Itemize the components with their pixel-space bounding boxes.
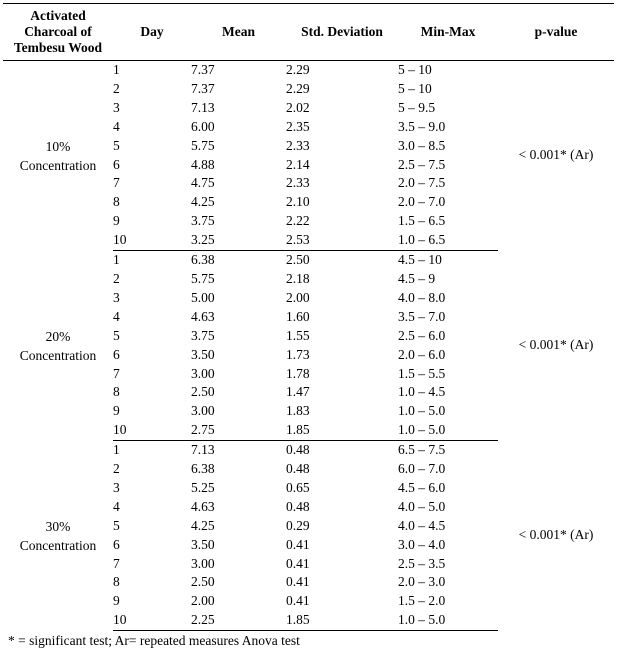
std-deviation-cell: 0.41	[286, 536, 310, 552]
day-cell: 3	[113, 99, 120, 115]
p-value-cell: < 0.001* (Ar)	[518, 337, 594, 353]
day-cell: 8	[113, 194, 120, 210]
std-deviation-cell: 0.48	[286, 461, 310, 477]
std-deviation-cell: 2.00	[286, 289, 310, 305]
day-cell: 2	[113, 270, 120, 286]
mean-cell: 3.00	[191, 555, 215, 571]
std-deviation-cell: 2.35	[286, 118, 310, 134]
day-cell: 6	[113, 156, 120, 172]
day-cell: 6	[113, 536, 120, 552]
p-value-cell: < 0.001* (Ar)	[518, 527, 594, 543]
day-cell: 3	[113, 479, 120, 495]
mean-cell: 7.13	[191, 442, 215, 458]
min-max-cell: 1.0 – 5.0	[398, 611, 498, 630]
header-group: Activated Charcoal of Tembesu Wood	[3, 4, 113, 61]
std-deviation-cell: 2.29	[286, 62, 310, 77]
day-cell: 10	[113, 421, 191, 440]
mean-cell: 2.50	[191, 384, 215, 400]
min-max-cell: 2.5 – 3.5	[398, 555, 446, 571]
std-deviation-cell: 2.10	[286, 194, 310, 210]
table-row	[3, 251, 614, 270]
header-row	[3, 4, 614, 61]
p-value-cell: < 0.001* (Ar)	[518, 147, 594, 163]
day-cell: 1	[113, 62, 120, 77]
std-deviation-cell: 1.55	[286, 327, 310, 343]
mean-cell: 7.37	[191, 62, 215, 77]
min-max-cell: 2.5 – 7.5	[398, 156, 446, 172]
min-max-cell: 2.0 – 6.0	[398, 346, 446, 362]
min-max-cell: 1.5 – 5.5	[398, 365, 446, 381]
std-deviation-cell: 2.33	[286, 137, 310, 153]
mean-cell: 4.63	[191, 498, 215, 514]
concentration-group-label	[3, 61, 113, 251]
std-deviation-cell: 0.41	[286, 555, 310, 571]
concentration-group-label	[3, 251, 113, 441]
std-deviation-cell: 1.78	[286, 365, 310, 381]
day-cell: 7	[113, 555, 120, 571]
header-p-value: p-value	[498, 4, 614, 61]
min-max-cell: 6.0 – 7.0	[398, 461, 446, 477]
day-cell: 9	[113, 213, 120, 229]
min-max-cell: 3.5 – 9.0	[398, 118, 446, 134]
day-cell: 7	[113, 365, 120, 381]
mean-cell: 2.75	[191, 421, 286, 440]
mean-cell: 3.50	[191, 346, 215, 362]
day-cell: 9	[113, 593, 120, 609]
min-max-cell: 4.5 – 10	[398, 252, 442, 268]
table-footnote: * = significant test; Ar= repeated measures Anova test	[8, 633, 300, 648]
std-deviation-cell: 2.14	[286, 156, 310, 172]
min-max-cell: 3.0 – 4.0	[398, 536, 446, 552]
min-max-cell: 5 – 9.5	[398, 99, 436, 115]
table-row	[3, 441, 614, 460]
day-cell: 5	[113, 137, 120, 153]
min-max-cell: 4.5 – 9	[398, 270, 436, 286]
mean-cell: 5.75	[191, 270, 215, 286]
day-cell: 7	[113, 175, 120, 191]
mean-cell: 3.00	[191, 403, 215, 419]
day-cell: 4	[113, 308, 120, 324]
day-cell: 10	[113, 231, 191, 250]
day-cell: 8	[113, 384, 120, 400]
std-deviation-cell: 1.60	[286, 308, 310, 324]
day-cell: 2	[113, 461, 120, 477]
std-deviation-cell: 2.22	[286, 213, 310, 229]
concentration-group-label	[3, 441, 113, 631]
day-cell: 5	[113, 327, 120, 343]
day-cell: 10	[113, 611, 191, 630]
std-deviation-cell: 1.85	[286, 611, 398, 630]
std-deviation-cell: 0.65	[286, 479, 310, 495]
min-max-cell: 1.0 – 6.5	[398, 231, 498, 250]
min-max-cell: 2.0 – 3.0	[398, 574, 446, 590]
min-max-cell: 2.5 – 6.0	[398, 327, 446, 343]
mean-cell: 4.63	[191, 308, 215, 324]
mean-cell: 6.38	[191, 461, 215, 477]
header-min-max: Min-Max	[398, 4, 498, 61]
mean-cell: 3.00	[191, 365, 215, 381]
header-day: Day	[113, 4, 191, 61]
std-deviation-cell: 1.85	[286, 421, 398, 440]
std-deviation-cell: 0.29	[286, 517, 310, 533]
table-body	[3, 61, 614, 631]
day-cell: 9	[113, 403, 120, 419]
day-cell: 4	[113, 498, 120, 514]
mean-cell: 7.13	[191, 99, 215, 115]
day-cell: 1	[113, 442, 120, 458]
std-deviation-cell: 2.02	[286, 99, 310, 115]
mean-cell: 3.25	[191, 231, 286, 250]
table-header	[3, 4, 614, 61]
mean-cell: 3.75	[191, 327, 215, 343]
table-row	[3, 61, 614, 80]
std-deviation-cell: 2.53	[286, 231, 398, 250]
std-deviation-cell: 2.29	[286, 80, 310, 96]
statistics-table	[3, 3, 614, 631]
concentration-percent: 10%	[45, 138, 71, 154]
mean-cell: 4.25	[191, 194, 215, 210]
mean-cell: 2.50	[191, 574, 215, 590]
min-max-cell: 2.0 – 7.5	[398, 175, 446, 191]
std-deviation-cell: 1.73	[286, 346, 310, 362]
concentration-percent: 20%	[45, 328, 71, 344]
mean-cell: 2.25	[191, 611, 286, 630]
min-max-cell: 2.0 – 7.0	[398, 194, 446, 210]
min-max-cell: 4.0 – 4.5	[398, 517, 446, 533]
day-cell: 4	[113, 118, 120, 134]
min-max-cell: 3.5 – 7.0	[398, 308, 446, 324]
std-deviation-cell: 0.48	[286, 442, 310, 458]
concentration-percent: 30%	[45, 518, 71, 534]
day-cell: 1	[113, 252, 120, 268]
mean-cell: 3.75	[191, 213, 215, 229]
std-deviation-cell: 0.41	[286, 593, 310, 609]
std-deviation-cell: 0.48	[286, 498, 310, 514]
min-max-cell: 5 – 10	[398, 62, 432, 77]
mean-cell: 5.00	[191, 289, 215, 305]
concentration-word: Concentration	[19, 157, 97, 173]
mean-cell: 7.37	[191, 80, 215, 96]
std-deviation-cell: 1.47	[286, 384, 310, 400]
mean-cell: 4.75	[191, 175, 215, 191]
std-deviation-cell: 2.33	[286, 175, 310, 191]
min-max-cell: 1.0 – 5.0	[398, 421, 498, 440]
header-mean: Mean	[191, 4, 286, 61]
std-deviation-cell: 1.83	[286, 403, 310, 419]
std-deviation-cell: 2.50	[286, 252, 310, 268]
min-max-cell: 1.0 – 5.0	[398, 403, 446, 419]
mean-cell: 4.88	[191, 156, 215, 172]
std-deviation-cell: 2.18	[286, 270, 310, 286]
min-max-cell: 6.5 – 7.5	[398, 442, 446, 458]
day-cell: 2	[113, 80, 120, 96]
day-cell: 8	[113, 574, 120, 590]
min-max-cell: 4.0 – 8.0	[398, 289, 446, 305]
mean-cell: 5.75	[191, 137, 215, 153]
mean-cell: 5.25	[191, 479, 215, 495]
mean-cell: 6.38	[191, 252, 215, 268]
day-cell: 3	[113, 289, 120, 305]
std-deviation-cell: 0.41	[286, 574, 310, 590]
day-cell: 6	[113, 346, 120, 362]
min-max-cell: 4.0 – 5.0	[398, 498, 446, 514]
header-std-deviation: Std. Deviation	[286, 4, 398, 61]
min-max-cell: 1.5 – 6.5	[398, 213, 446, 229]
min-max-cell: 4.5 – 6.0	[398, 479, 446, 495]
day-cell: 5	[113, 517, 120, 533]
mean-cell: 6.00	[191, 118, 215, 134]
min-max-cell: 5 – 10	[398, 80, 432, 96]
min-max-cell: 1.0 – 4.5	[398, 384, 446, 400]
concentration-word: Concentration	[19, 537, 97, 553]
concentration-word: Concentration	[19, 347, 97, 363]
mean-cell: 3.50	[191, 536, 215, 552]
min-max-cell: 1.5 – 2.0	[398, 593, 446, 609]
min-max-cell: 3.0 – 8.5	[398, 137, 446, 153]
mean-cell: 2.00	[191, 593, 215, 609]
mean-cell: 4.25	[191, 517, 215, 533]
